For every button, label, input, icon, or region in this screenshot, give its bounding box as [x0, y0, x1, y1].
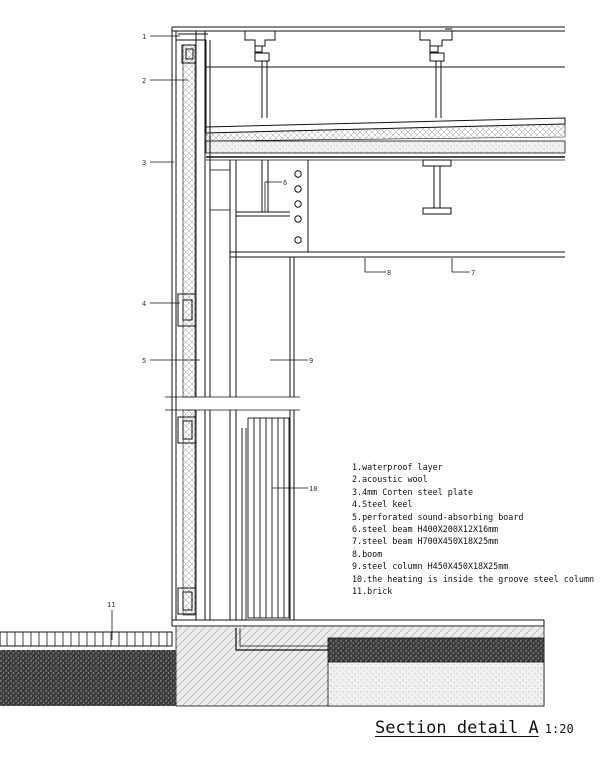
callout-4: 4 — [142, 300, 147, 308]
legend-item-9: 9.steel column H450X450X18X25mm — [352, 561, 509, 572]
legend-item-5: 5.perforated sound-absorbing board — [352, 511, 524, 522]
legend-item-8: 8.boom — [352, 548, 383, 559]
drawing-scale: 1:20 — [544, 722, 574, 736]
legend-item-10: 10.the heating is inside the groove steel column — [352, 573, 595, 584]
floor-slab — [328, 662, 544, 706]
legend — [352, 461, 594, 597]
callout-7: 7 — [471, 269, 476, 277]
heating-radiator — [242, 418, 289, 640]
roof-slab — [206, 118, 565, 160]
drawing-title-text: Section detail A — [375, 718, 539, 738]
legend-item-6: 6.steel beam H400X200X12X16mm — [352, 524, 499, 535]
callout-5: 5 — [142, 357, 147, 365]
callout-1: 1 — [142, 33, 147, 41]
legend-item-4: 4.Steel keel — [352, 499, 413, 510]
callout-11: 11 — [107, 601, 116, 609]
callout-10: 10 — [309, 485, 318, 493]
acoustic-wool-lower — [183, 410, 195, 615]
roof-structure — [172, 27, 565, 118]
callout-2: 2 — [142, 77, 147, 85]
exterior-soil — [0, 650, 176, 706]
callout-9: 9 — [309, 357, 314, 365]
exterior-paving — [0, 632, 176, 706]
steel-beam-h400 — [236, 160, 451, 216]
roof-concrete — [206, 141, 565, 153]
legend-item-1: 1.waterproof layer — [352, 462, 443, 472]
legend-item-11: 11.brick — [352, 586, 393, 597]
legend-item-3: 3.4mm Corten steel plate — [352, 486, 474, 497]
ground-floor — [172, 620, 544, 706]
steel-beam-h700 — [230, 160, 565, 257]
drawing-title — [375, 718, 574, 738]
callout-8: 8 — [387, 269, 392, 277]
callout-3: 3 — [142, 159, 147, 167]
floor-screed — [328, 638, 544, 662]
legend-item-7: 7.steel beam H700X450X18X25mm — [352, 536, 499, 547]
legend-item-2: 2.acoustic wool — [352, 474, 428, 485]
callout-6: 6 — [283, 179, 288, 187]
acoustic-wool-upper — [183, 45, 195, 397]
